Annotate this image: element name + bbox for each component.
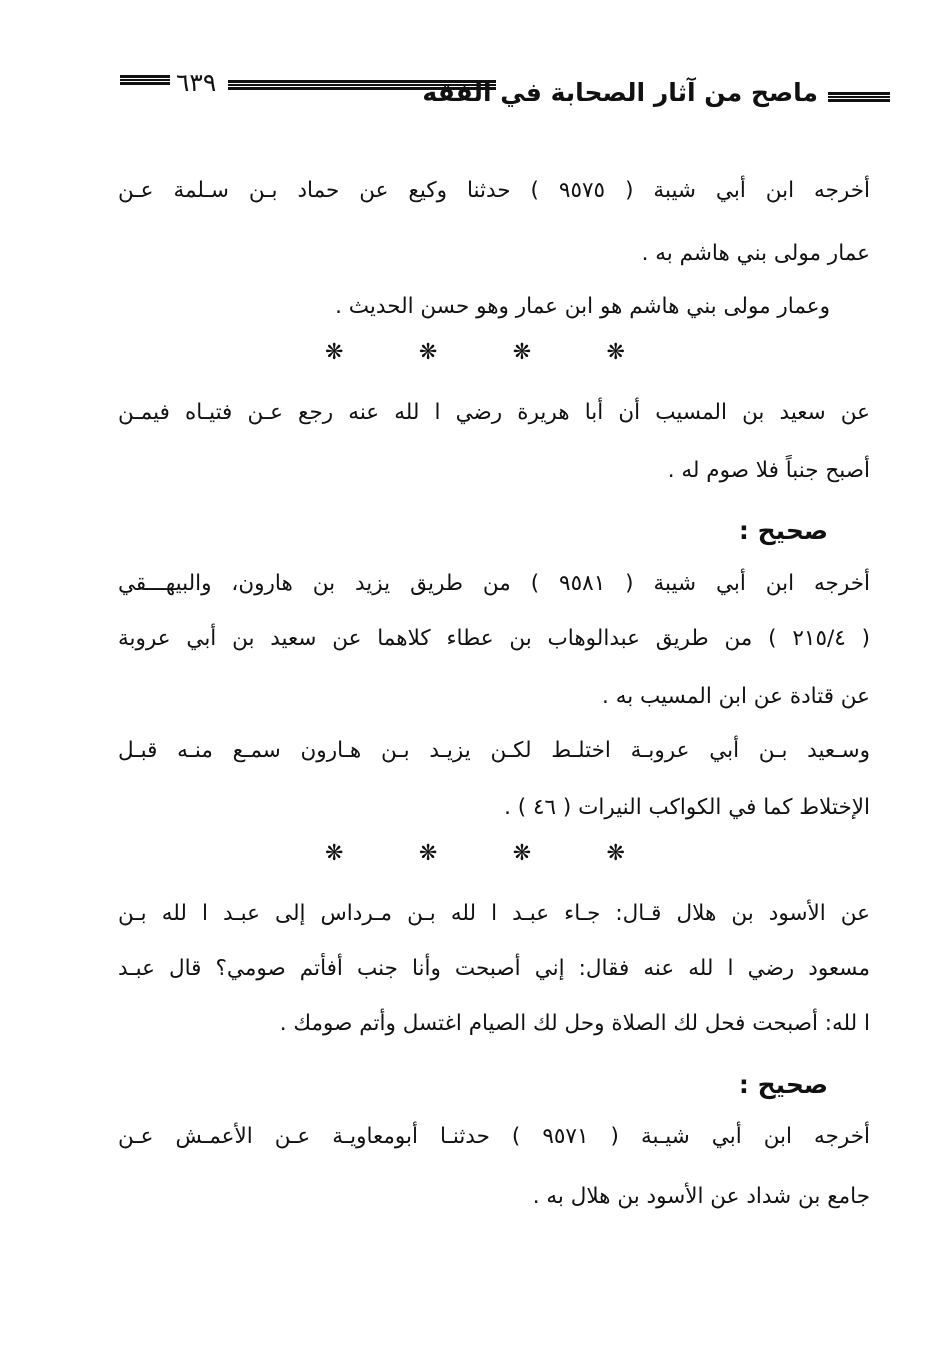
text-line: وعمار مولى بني هاشم هو ابن عمار وهو حسن الحديث . [335,294,830,319]
asterisk-ornament-icon: ❋ [418,340,438,365]
text-line: عمار مولى بني هاشم به . [641,241,870,266]
asterisk-ornament-icon: ❋ [512,841,532,866]
text-line: ا لله: أصبحت فحل لك الصلاة وحل لك الصيام اغتسل وأتم صومك . [279,1011,870,1036]
text-line: مسعود رضي ا لله عنه فقال: إني أصبحت وأنا جنب أفأتم صومي؟ قال عبـد [118,956,870,981]
asterisk-ornament-icon: ❋ [325,841,344,866]
grading-heading: صحيح : [738,516,828,545]
header-rule-middle [228,80,496,90]
text-line: أخرجه ابن أبي شيبة ( ٩٥٧٥ ) حدثنا وكيع عن حماد بـن سـلمة عـن [118,178,871,203]
grading-heading: صحيح : [738,1070,828,1099]
text-line: عن قتادة عن ابن المسيب به . [602,684,870,709]
text-line: عن سعيد بن المسيب أن أبا هريرة رضي ا لله عنه رجع عـن فتيـاه فيمـن [118,400,870,425]
asterisk-ornament-icon: ❋ [325,340,344,365]
section-separator [325,342,625,364]
page-number: ٦٣٩ [176,68,217,97]
asterisk-ornament-icon: ❋ [606,841,625,866]
text-line: عن الأسود بن هلال قـال: جـاء عبـد ا لله بـن مـرداس إلى عبـد ا لله بـن [118,901,870,926]
header-title: ماصح من آثار الصحابة في الفقه [422,78,818,107]
text-line: الإختلاط كما في الكواكب النيرات ( ٤٦ ) . [504,795,870,820]
section-separator [325,843,625,865]
text-line: ( ٢١٥/٤ ) من طريق عبدالوهاب بن عطاء كلاهما عن سعيد بن أبي عروبة [118,626,870,651]
text-line: جامع بن شداد عن الأسود بن هلال به . [532,1184,870,1209]
header-rule-left [120,75,170,85]
header-rule-right [828,92,890,102]
asterisk-ornament-icon: ❋ [418,841,438,866]
asterisk-ornament-icon: ❋ [512,340,532,365]
running-header [120,70,890,120]
text-line: أخرجه ابن أبي شيـبة ( ٩٥٧١ ) حدثنـا أبومعاويـة عـن الأعمـش عـن [118,1124,870,1149]
asterisk-ornament-icon: ❋ [606,340,625,365]
text-line: وسـعيد بـن أبي عروبـة اختلـط لكـن يزيـد بـن هـارون سمـع منـه قبـل [118,738,870,763]
text-line: أصبح جنباً فلا صوم له . [667,458,870,483]
text-line: أخرجه ابن أبي شيبة ( ٩٥٨١ ) من طريق يزيد بن هارون، والبيهـــقي [118,571,870,596]
